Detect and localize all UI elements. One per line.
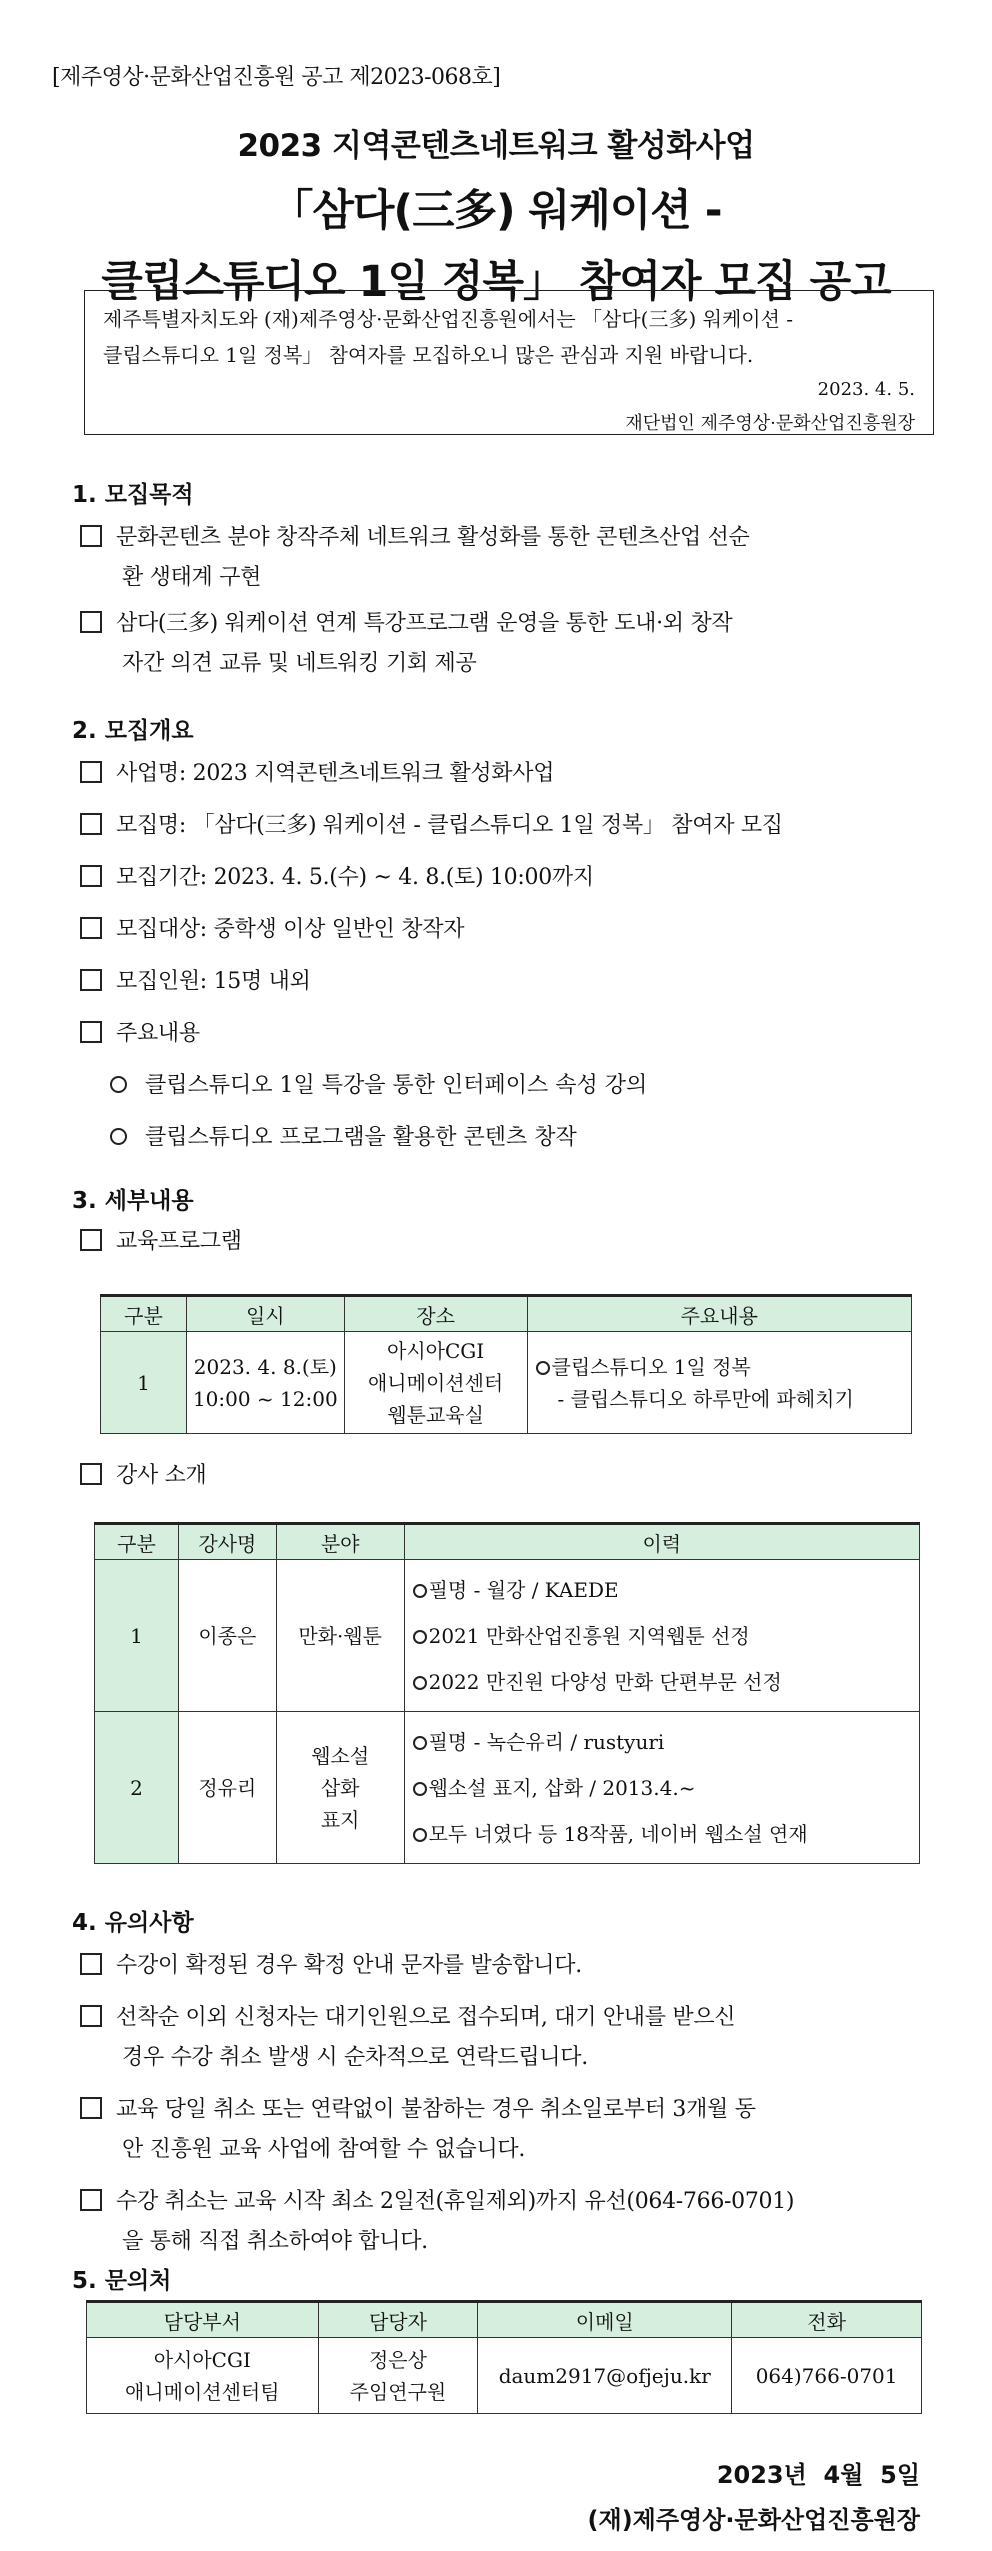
overview-item: 주요내용 (80, 1014, 940, 1054)
table-row (95, 1712, 920, 1864)
program-date: 2023. 4. 8.(토) 10:00 ~ 12:00 (186, 1332, 344, 1434)
program-table (100, 1294, 912, 1434)
intro-line-2: 클립스튜디오 1일 정복」 참여자를 모집하오니 많은 관심과 지원 바랍니다. (103, 343, 754, 367)
title-line-3: 클립스튜디오 1일 정복」 참여자 모집 공고 (101, 257, 891, 307)
checkbox-icon (80, 1229, 102, 1251)
table-header-row (87, 2302, 922, 2338)
note-item: 선착순 이외 신청자는 대기인원으로 접수되며, 대기 안내를 받으신 경우 수강 취소 발생 시 순차적으로 연락드립니다. (80, 1998, 940, 2078)
circle-bullet-icon (110, 1076, 127, 1093)
checkbox-icon (80, 761, 102, 783)
overview-item: 모집대상: 중학생 이상 일반인 창작자 (80, 910, 940, 950)
circle-bullet-icon (413, 1584, 427, 1598)
table-header-row (95, 1524, 920, 1560)
title-line-2: 「삼다(三多) 워케이션 - (270, 186, 722, 236)
section-contact-heading: 5. 문의처 (72, 2268, 172, 2294)
table-header: 분야 (276, 1524, 404, 1560)
overview-item: 모집인원: 15명 내외 (80, 962, 940, 1002)
overview-item: 모집기간: 2023. 4. 5.(수) ~ 4. 8.(토) 10:00까지 (80, 858, 940, 898)
checkbox-icon (80, 865, 102, 887)
overview-item: 사업명: 2023 지역콘텐츠네트워크 활성화사업 (80, 754, 940, 794)
notice-number: [제주영상·문화산업진흥원 공고 제2023-068호] (52, 65, 501, 90)
instructor-name: 정유리 (178, 1712, 276, 1864)
program-content: 클립스튜디오 1일 정복 - 클립스튜디오 하루만에 파헤치기 (527, 1332, 912, 1434)
circle-bullet-icon (413, 1828, 427, 1842)
table-row (87, 2338, 922, 2414)
contact-person: 정은상 주임연구원 (318, 2338, 478, 2414)
checkbox-icon (80, 525, 102, 547)
table-header: 구분 (95, 1524, 179, 1560)
section-notes-heading: 4. 유의사항 (72, 1910, 194, 1936)
circle-bullet-icon (110, 1128, 127, 1145)
section-overview-heading: 2. 모집개요 (72, 718, 194, 744)
contact-department: 아시아CGI 애니메이션센터팀 (87, 2338, 319, 2414)
contact-phone[interactable]: 064)766-0701 (732, 2338, 922, 2414)
instructor-field: 웹소설 삽화 표지 (276, 1712, 404, 1864)
note-item: 교육 당일 취소 또는 연락없이 불참하는 경우 취소일로부터 3개월 동 안 진흥원 교육 사업에 참여할 수 없습니다. (80, 2090, 940, 2170)
page-title (0, 120, 992, 309)
intro-box (84, 290, 934, 435)
note-item: 수강이 확정된 경우 확정 안내 문자를 발송합니다. (80, 1946, 940, 1986)
table-header-row (101, 1296, 912, 1332)
circle-bullet-icon (413, 1630, 427, 1644)
instructor-name: 이종은 (178, 1560, 276, 1712)
checkbox-icon (80, 2189, 102, 2211)
circle-bullet-icon (536, 1361, 550, 1375)
purpose-item: 문화콘텐츠 분야 창작주체 네트워크 활성화를 통한 콘텐츠산업 선순 환 생태계 구현 (80, 518, 940, 598)
table-header: 일시 (186, 1296, 344, 1332)
overview-item: 모집명: 「삼다(三多) 워케이션 - 클립스튜디오 1일 정복」 참여자 모집 (80, 806, 940, 846)
table-header: 구분 (101, 1296, 187, 1332)
program-place: 아시아CGI 애니메이션센터 웹툰교육실 (344, 1332, 527, 1434)
checkbox-icon (80, 917, 102, 939)
footer-date: 2023년 4월 5일 (716, 2461, 920, 2489)
instructors-heading: 강사 소개 (80, 1456, 940, 1496)
circle-bullet-icon (413, 1736, 427, 1750)
table-header: 담당자 (318, 2302, 478, 2338)
instructor-no: 1 (95, 1560, 179, 1712)
circle-bullet-icon (413, 1782, 427, 1796)
instructor-no: 2 (95, 1712, 179, 1864)
table-header: 강사명 (178, 1524, 276, 1560)
intro-org: 재단법인 제주영상·문화산업진흥원장 (625, 413, 915, 434)
main-content-item: 클립스튜디오 프로그램을 활용한 콘텐츠 창작 (110, 1118, 577, 1158)
instructor-history: 필명 - 녹슨유리 / rustyuri 웹소설 표지, 삽화 / 2013.4.~ 모두 너였다 등 18작품, 네이버 웹소설 연재 (404, 1712, 919, 1864)
table-header: 담당부서 (87, 2302, 319, 2338)
footer-signature: (재)제주영상·문화산업진흥원장 (587, 2506, 920, 2534)
instructor-history: 필명 - 월강 / KAEDE 2021 만화산업진흥원 지역웹툰 선정 2022 만진원 다양성 만화 단편부문 선정 (404, 1560, 919, 1712)
table-header: 전화 (732, 2302, 922, 2338)
program-heading: 교육프로그램 (80, 1222, 940, 1262)
contact-email[interactable]: daum2917@ofjeju.kr (478, 2338, 732, 2414)
table-row (95, 1560, 920, 1712)
section-purpose-heading: 1. 모집목적 (72, 482, 194, 508)
note-item: 수강 취소는 교육 시작 최소 2일전(휴일제외)까지 유선(064-766-0701) 을 통해 직접 취소하여야 합니다. (80, 2182, 940, 2262)
instructor-table (94, 1522, 920, 1864)
checkbox-icon (80, 1953, 102, 1975)
intro-line-1: 제주특별자치도와 (재)제주영상·문화산업진흥원에서는 「삼다(三多) 워케이션 - (103, 307, 794, 331)
table-header: 주요내용 (527, 1296, 912, 1332)
intro-date: 2023. 4. 5. (817, 379, 915, 400)
checkbox-icon (80, 1463, 102, 1485)
checkbox-icon (80, 2005, 102, 2027)
table-row (101, 1332, 912, 1434)
checkbox-icon (80, 813, 102, 835)
main-content-item: 클립스튜디오 1일 특강을 통한 인터페이스 속성 강의 (110, 1066, 647, 1106)
contact-table (86, 2300, 922, 2414)
table-header: 장소 (344, 1296, 527, 1332)
table-header: 이메일 (478, 2302, 732, 2338)
checkbox-icon (80, 1021, 102, 1043)
purpose-item: 삼다(三多) 워케이션 연계 특강프로그램 운영을 통한 도내·외 창작 자간 의견 교류 및 네트워킹 기회 제공 (80, 604, 940, 684)
title-line-1: 2023 지역콘텐츠네트워크 활성화사업 (237, 128, 755, 164)
table-header: 이력 (404, 1524, 919, 1560)
checkbox-icon (80, 611, 102, 633)
program-no: 1 (101, 1332, 187, 1434)
circle-bullet-icon (413, 1676, 427, 1690)
section-details-heading: 3. 세부내용 (72, 1188, 194, 1214)
checkbox-icon (80, 969, 102, 991)
checkbox-icon (80, 2097, 102, 2119)
instructor-field: 만화·웹툰 (276, 1560, 404, 1712)
